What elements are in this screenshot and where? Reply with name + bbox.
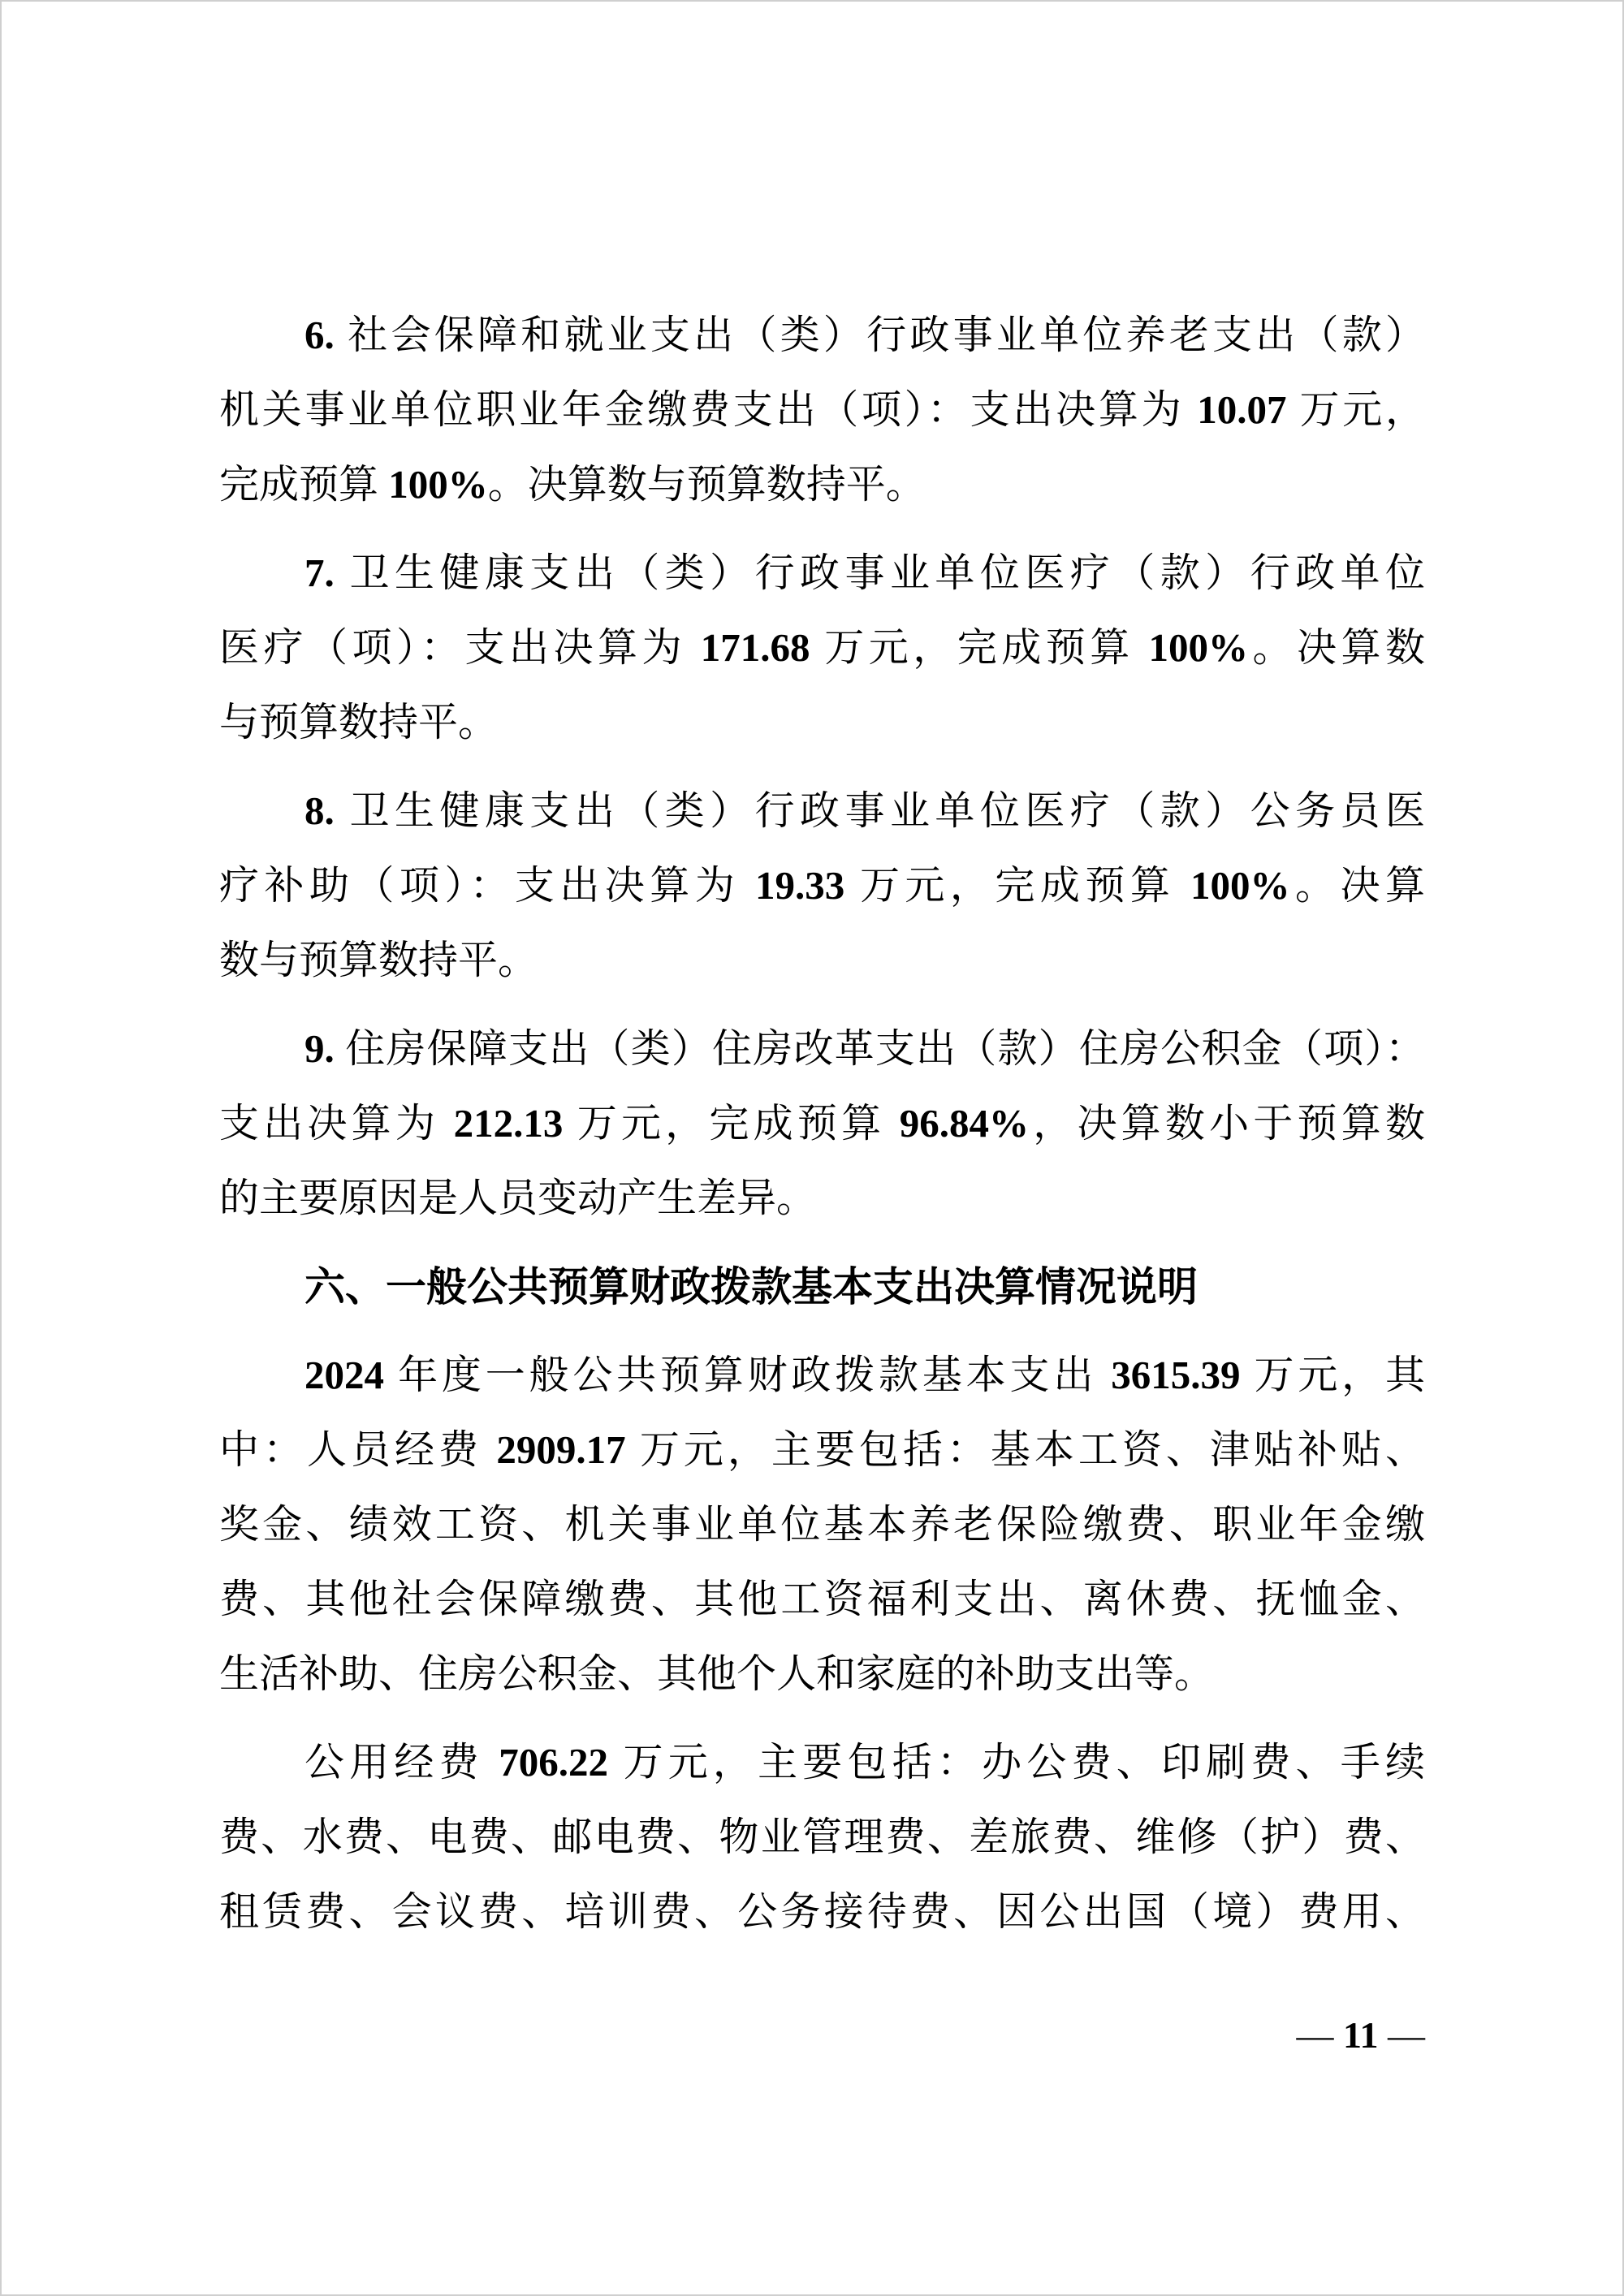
text-segment: 万元，完成预算 [844,863,1191,908]
para-item-6 [219,298,1425,522]
text-line [219,536,1425,611]
text-line [219,1725,1425,1800]
text-segment: 社会保障和就业支出（类）行政事业单位养老支出（款） [348,313,1425,357]
text-line [219,1562,1425,1637]
text-line [219,1637,1425,1711]
bold-figure: 2024 [304,1353,384,1397]
text-line [219,1875,1425,1949]
text-segment: 住房保障支出（类）住房改革支出（款）住房公积金（项）： [345,1026,1425,1071]
text-segment: 万元，完成预算 [563,1101,900,1146]
bold-figure: 100% [388,462,488,507]
text-segment: 中：人员经费 [219,1427,497,1472]
text-segment: 公用经费 [304,1740,499,1785]
text-line [219,848,1425,923]
text-segment: 医疗（项）：支出决算为 [219,625,701,670]
text-line [219,774,1425,848]
text-segment: ，决算数小于预算数 [1029,1101,1425,1146]
text-line [219,1086,1425,1161]
bold-figure: 212.13 [453,1101,564,1146]
text-line [219,611,1425,685]
text-line [219,685,1425,760]
bold-figure: 171.68 [700,625,810,670]
bold-figure: 6. [304,313,348,357]
text-line [219,1413,1425,1487]
text-line [219,373,1425,447]
text-line [219,1487,1425,1562]
page-number [1297,2014,1425,2056]
text-line [219,1338,1425,1413]
bold-figure: 六、一般公共预算财政拨款基本支出决算情况说明 [304,1264,1198,1310]
text-segment: 。决算 [1289,863,1425,908]
text-segment: 数与预算数持平。 [219,938,538,982]
para-basic-expenditure [219,1338,1425,1711]
text-segment: 万元，完成预算 [810,625,1149,670]
text-segment: 。决算数 [1247,625,1425,670]
text-segment: 万元，主要包括：基本工资、津贴补贴、 [625,1427,1425,1472]
text-line [219,1800,1425,1875]
text-segment: 完成预算 [219,462,389,507]
text-segment: 年度一般公共预算财政拨款基本支出 [384,1353,1112,1397]
text-segment: 租赁费、会议费、培训费、公务接待费、因公出国（境）费用、 [219,1889,1425,1934]
bold-figure: 100% [1190,863,1290,908]
bold-figure: 11 [1343,2014,1379,2056]
text-segment: 卫生健康支出（类）行政事业单位医疗（款）公务员医 [349,788,1425,833]
text-segment: 费、水费、电费、邮电费、物业管理费、差旅费、维修（护）费、 [219,1815,1425,1859]
bold-figure: 9. [304,1026,346,1071]
text-segment: 奖金、绩效工资、机关事业单位基本养老保险缴费、职业年金缴 [219,1502,1425,1547]
text-line [219,298,1425,373]
text-segment: 万元， [1286,387,1425,432]
text-segment: — [1378,2014,1425,2056]
page-footer [1297,2015,1425,2056]
bold-figure: 10.07 [1197,387,1287,432]
para-item-9 [219,1012,1425,1236]
text-segment: 与预算数持平。 [219,700,499,744]
bold-figure: 100% [1148,625,1248,670]
bold-figure: 7. [304,550,350,595]
text-line [219,447,1425,522]
text-block [219,298,1425,1949]
para-public-funds [219,1725,1425,1949]
text-segment: — [1296,2014,1344,2056]
bold-figure: 3615.39 [1111,1353,1241,1397]
text-line [219,1012,1425,1086]
text-segment: 万元，主要包括：办公费、印刷费、手续 [608,1740,1425,1785]
text-segment: 万元，其 [1240,1353,1425,1397]
para-item-7 [219,536,1425,760]
text-segment: 生活补助、住房公积金、其他个人和家庭的补助支出等。 [219,1651,1215,1696]
text-line [219,923,1425,998]
para-section-heading-6 [219,1249,1425,1324]
text-line [219,1249,1425,1324]
text-segment: 费、其他社会保障缴费、其他工资福利支出、离休费、抚恤金、 [219,1577,1425,1621]
text-segment: 。决算数与预算数持平。 [487,462,926,507]
text-segment: 支出决算为 [219,1101,454,1146]
text-segment: 疗补助（项）：支出决算为 [219,863,755,908]
text-line [219,1161,1425,1236]
bold-figure: 2909.17 [496,1427,626,1472]
bold-figure: 706.22 [499,1740,609,1785]
bold-figure: 8. [304,788,350,833]
para-item-8 [219,774,1425,998]
bold-figure: 96.84% [899,1101,1030,1146]
text-segment: 卫生健康支出（类）行政事业单位医疗（款）行政单位 [349,550,1425,595]
text-segment: 机关事业单位职业年金缴费支出（项）：支出决算为 [219,387,1198,432]
text-segment: 的主要原因是人员变动产生差异。 [219,1176,817,1220]
bold-figure: 19.33 [754,863,845,908]
